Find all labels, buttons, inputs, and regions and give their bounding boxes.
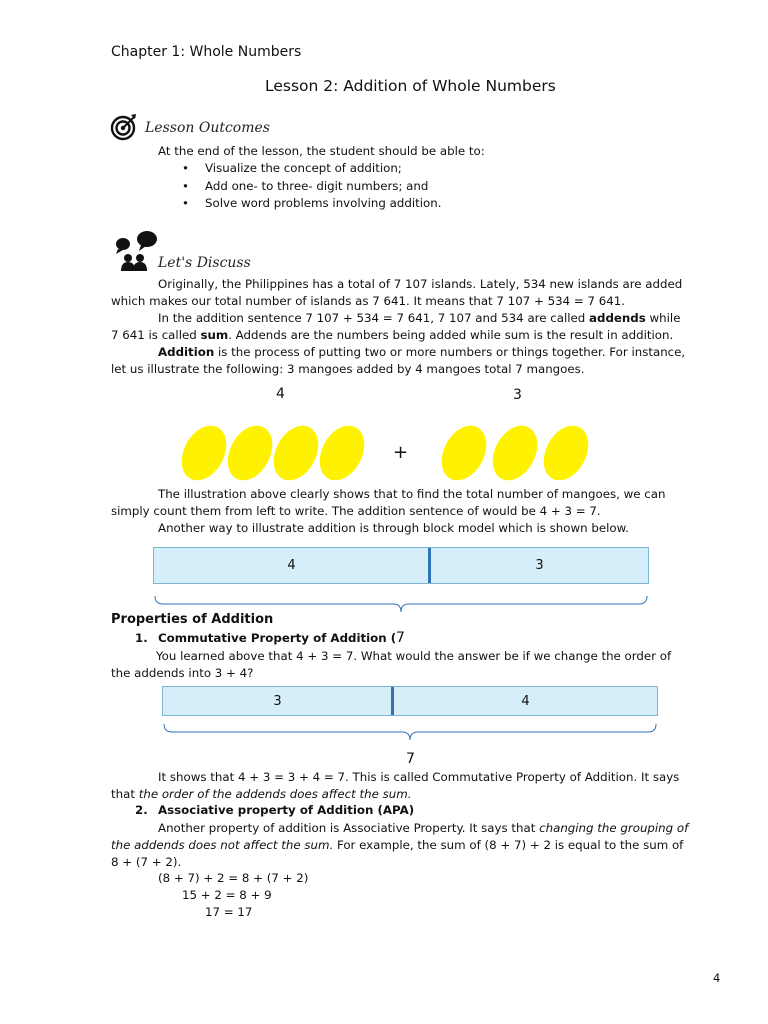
text-span: You learned above that 4 + 3 = 7. What: [156, 649, 396, 663]
outcomes-list: [182, 160, 441, 213]
text-span: the answer be if we change the order of the addends into 3 + 4?: [111, 649, 672, 680]
item-2-number: 2.: [135, 803, 148, 817]
discussion-people-icon: [113, 230, 159, 272]
outcomes-intro: At the end of the lesson, the student should be able to:: [158, 144, 485, 158]
associative-title: Associative property of Addition (APA): [158, 803, 415, 817]
text-span: while 7 641 is called: [111, 311, 681, 342]
term-sum: sum: [200, 328, 229, 342]
text-span: is the process of putting two or more numbers or things together. For instance, let us illustrate the following: 3 mangoes added by 4 mangoes total 7 mangoes.: [111, 345, 686, 376]
brace-2: [162, 722, 658, 744]
block-model-2: [162, 686, 658, 716]
commutative-title: Commutative Property of Addition (: [158, 631, 397, 645]
text-span: Another property of addition is Associative Property. It says that: [158, 821, 540, 835]
block-2-total: 7: [406, 751, 415, 767]
chapter-title: Chapter 1: Whole Numbers: [111, 44, 302, 60]
discuss-paragraph-2: [111, 310, 691, 344]
list-item: • Visualize the concept of addition;: [182, 160, 441, 178]
illustration-explanation: The illustration above clearly shows that to find the total number of mangoes, we can simply count them from left to write. The addition sentence of would be 4 + 3 = 7.: [111, 487, 666, 518]
text-span: changing the grouping of the addends does not affect the sum.: [111, 821, 689, 852]
block-segment-left: 4: [287, 558, 296, 573]
mango-icon: [433, 418, 496, 488]
block-segment-right: 4: [521, 693, 530, 709]
discuss-paragraph-3: [111, 344, 691, 378]
text-span: the order of the addends does affect the sum.: [138, 787, 412, 801]
item-1-number: 1.: [135, 631, 148, 645]
lesson-title: Lesson 2: Addition of Whole Numbers: [265, 77, 556, 95]
associative-text: [111, 820, 691, 871]
discuss-paragraph-1: Originally, the Philippines has a total of 7 107 islands. Lately, 534 new islands are added which makes our total number of islands as 7 641. It means that 7 107 + 534 = 7 641.: [111, 277, 683, 308]
right-group-count: 3: [513, 387, 522, 403]
commutative-conclusion: [111, 769, 691, 803]
page-number: 4: [713, 971, 721, 985]
text-span: It shows that 4 + 3 = 3 + 4 = 7. This is called Commutative Property of Addition. It says that: [111, 770, 680, 801]
commutative-text: [111, 648, 691, 682]
term-addition: Addition: [158, 345, 215, 359]
mango-icon: [219, 418, 282, 488]
equation-line-1: (8 + 7) + 2 = 8 + (7 + 2): [158, 871, 309, 885]
mango-icon: [484, 418, 547, 488]
mango-icon: [265, 418, 328, 488]
target-icon: [110, 113, 138, 141]
equation-line-2: 15 + 2 = 8 + 9: [182, 888, 272, 902]
block-segment-right: 3: [535, 558, 544, 573]
text-span: In the addition sentence 7 107 + 534 = 7 641, 7 107 and 534 are called: [158, 311, 590, 325]
block-model-intro: Another way to illustrate addition is through block model which is shown below.: [158, 521, 629, 535]
text-span: For example, the sum of (8 + 7) + 2 is equal to the sum of 8 + (7 + 2).: [111, 838, 684, 869]
plus-sign: +: [393, 442, 409, 463]
left-group-count: 4: [276, 386, 285, 402]
properties-heading: Properties of Addition: [111, 612, 274, 627]
equation-line-3: 17 = 17: [205, 905, 253, 919]
block-1-total: 7: [396, 630, 405, 646]
lets-discuss-heading: Let's Discuss: [158, 255, 251, 271]
block-model-1: [153, 547, 649, 584]
term-addends: addends: [589, 311, 646, 325]
block-segment-left: 3: [273, 693, 282, 709]
lesson-outcomes-heading: Lesson Outcomes: [145, 120, 270, 136]
mango-icon: [173, 418, 236, 488]
mango-icon: [311, 418, 374, 488]
list-item: • Add one- to three- digit numbers; and: [182, 178, 441, 196]
text-span: would: [395, 649, 431, 663]
text-span: . Addends are the numbers being added while sum is the result in addition.: [228, 328, 674, 342]
mango-icon: [535, 418, 598, 488]
list-item: • Solve word problems involving addition.: [182, 195, 441, 213]
